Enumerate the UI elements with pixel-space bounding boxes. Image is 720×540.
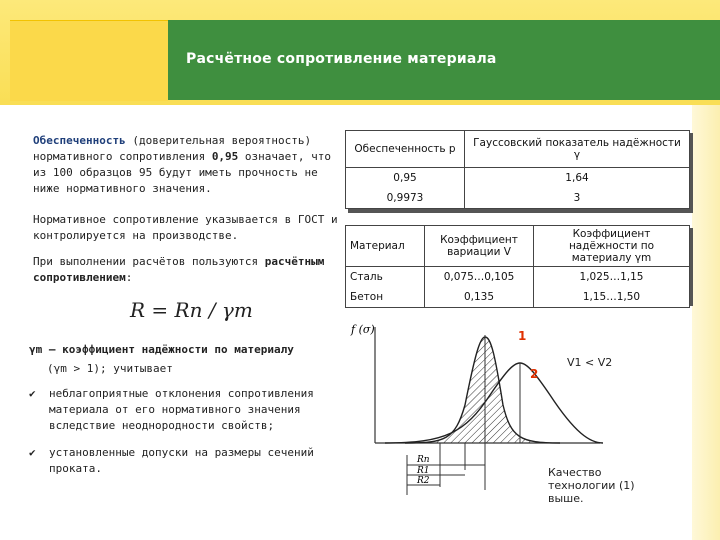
p3-start: При выполнении расчётов пользуются xyxy=(33,255,265,268)
table-row xyxy=(346,168,690,189)
p1-rest: (доверительная вероятность) нормативного сопротивления xyxy=(33,134,312,163)
page-title: Расчётное сопротивление материала xyxy=(186,51,497,67)
material-table xyxy=(345,225,690,308)
table-cell: Бетон xyxy=(346,287,425,308)
table-cell: 0,135 xyxy=(425,287,534,308)
formula: R = Rn / γm xyxy=(130,298,253,322)
paragraph-normative: Нормативное сопротивление указывается в ГОСТ и контролируется на производстве. xyxy=(33,213,338,242)
right-decor-strip xyxy=(692,105,720,540)
quality-note: Качество технологии (1) выше. xyxy=(548,466,635,505)
reliability-table xyxy=(345,130,690,209)
table-header-cell: Гауссовский показатель надёжности γ xyxy=(465,131,690,168)
paragraph-reliability xyxy=(33,133,343,197)
table-cell: 1,15…1,50 xyxy=(534,287,690,308)
bullet-text-2: установленные допуски на размеры сечений проката. xyxy=(49,446,314,475)
table-header-cell: Коэффициент вариации V xyxy=(425,226,534,267)
table-header-cell: Материал xyxy=(346,226,425,267)
bullet-item-1 xyxy=(29,386,339,434)
checkmark-icon: ✔ xyxy=(29,446,36,459)
table-header-cell: Коэффициент надёжности по материалу γm xyxy=(534,226,690,267)
gamma-condition: (γm > 1); учитывает xyxy=(47,362,173,375)
r1-label: R1 xyxy=(417,466,430,476)
checkmark-icon: ✔ xyxy=(29,387,36,400)
variation-relation: V1 < V2 xyxy=(567,356,613,369)
rn-label: Rn xyxy=(417,455,430,465)
table-row xyxy=(346,267,690,288)
bullet-text-1: неблагоприятные отклонения сопротивления материала от его нормативного значения вследствие неоднородности свойств; xyxy=(49,387,314,432)
table-header-cell: Обеспеченность p xyxy=(346,131,465,168)
table-cell: 1,64 xyxy=(465,168,690,189)
gamma-definition: γm – коэффициент надёжности по материалу xyxy=(29,343,294,356)
curve-1-marker: 1 xyxy=(518,329,527,343)
p1-value: 0,95 xyxy=(211,150,239,163)
table-row xyxy=(346,287,690,308)
table-cell: Сталь xyxy=(346,267,425,288)
table-cell: 0,95 xyxy=(346,168,465,189)
curve-1-fill xyxy=(405,337,560,443)
p1-end: означает, что из 100 образцов 95 будут иметь прочность не ниже нормативного значения. xyxy=(33,150,332,195)
curve-2-marker: 2 xyxy=(530,367,539,381)
y-axis-label: f (σ) xyxy=(351,323,375,336)
table-cell: 3 xyxy=(465,188,690,209)
table-cell: 1,025…1,15 xyxy=(534,267,690,288)
paragraph-design xyxy=(33,254,343,286)
term-reliability: Обеспеченность xyxy=(33,134,126,147)
term-design-resistance: расчётным сопротивлением xyxy=(33,255,325,284)
p3-end: : xyxy=(125,271,133,284)
distribution-graph xyxy=(345,315,625,540)
table-header-row xyxy=(346,226,690,267)
table-cell: 0,9973 xyxy=(346,188,465,209)
title-banner xyxy=(0,0,720,105)
table-row xyxy=(346,188,690,209)
r2-label: R2 xyxy=(417,476,430,486)
bullet-item-2 xyxy=(29,445,339,477)
banner-yellow-box xyxy=(10,20,168,101)
table-header-row xyxy=(346,131,690,168)
table-cell: 0,075…0,105 xyxy=(425,267,534,288)
